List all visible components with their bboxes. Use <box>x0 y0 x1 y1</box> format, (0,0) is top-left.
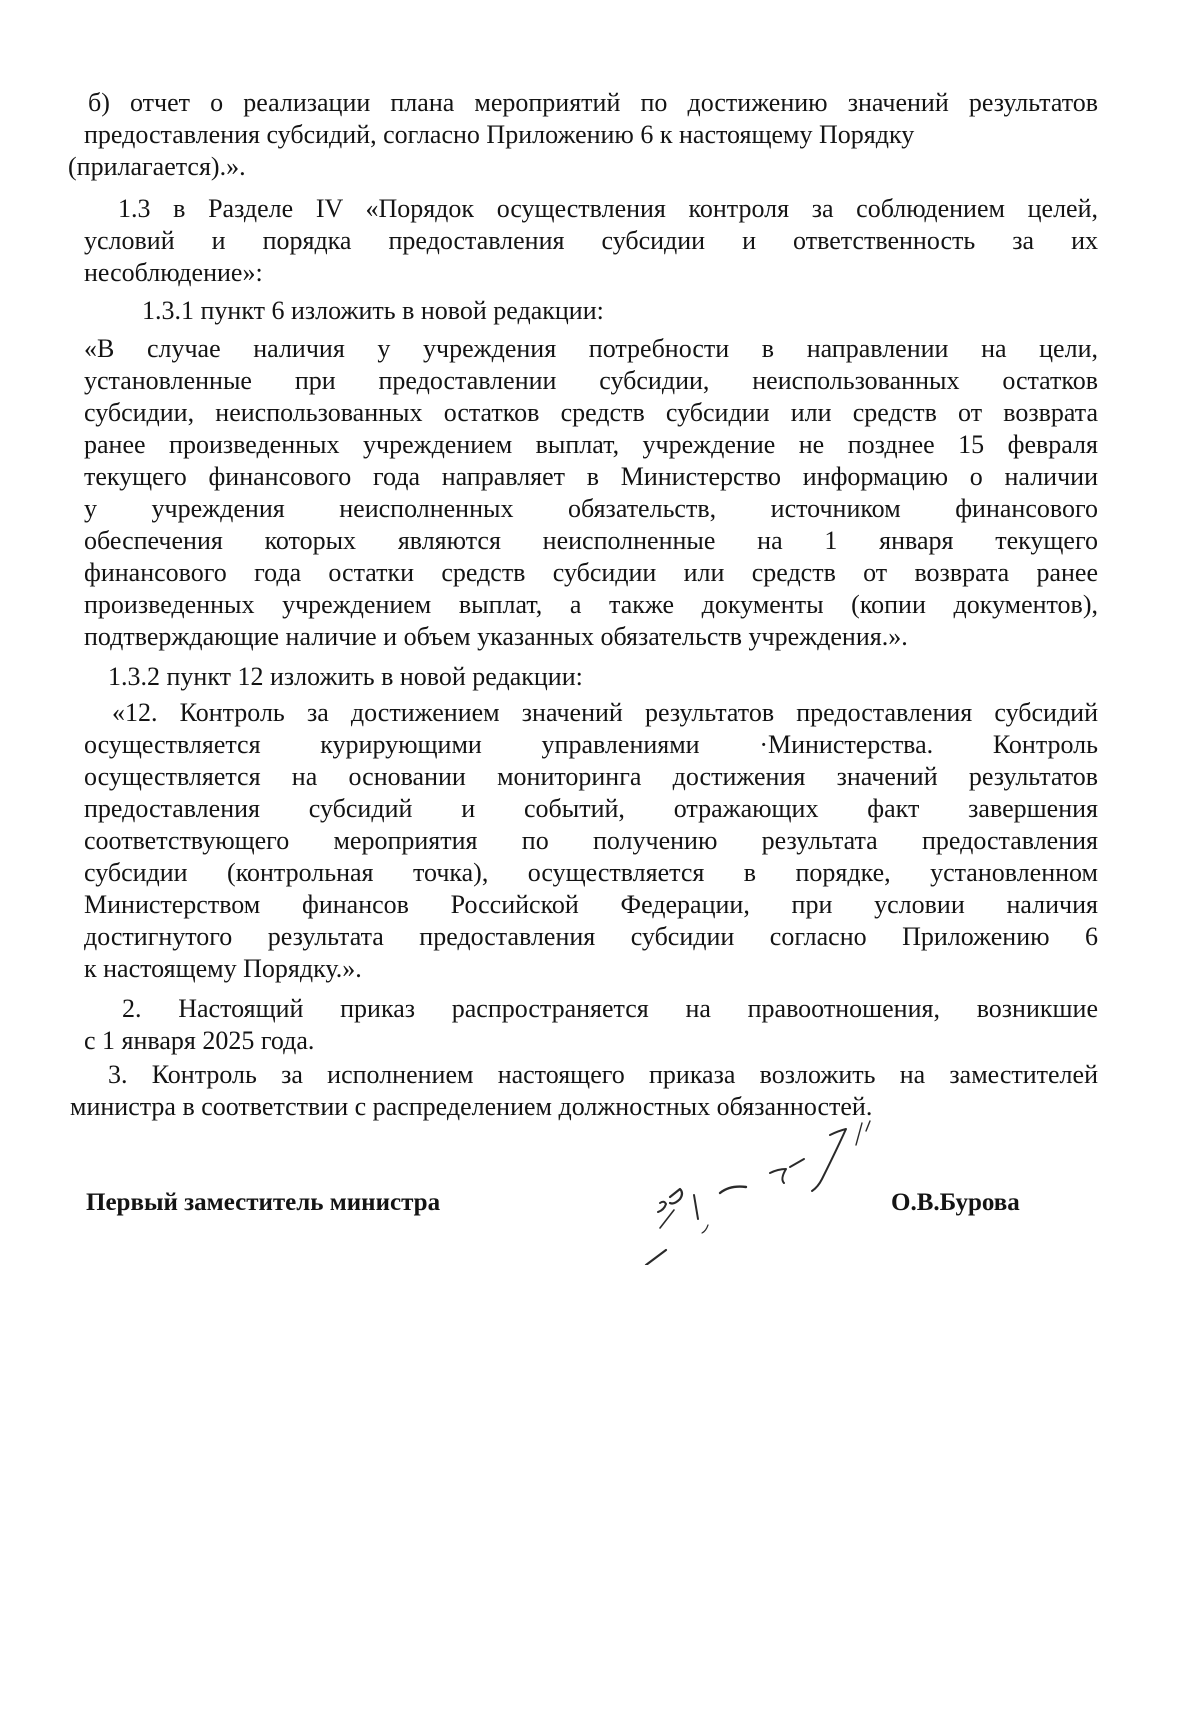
text-line: 1.3.1 пункт 6 изложить в новой редакции: <box>142 296 604 325</box>
signatory-name: О.В.Бурова <box>891 1189 1020 1216</box>
text-line: 1.3.2 пункт 12 изложить в новой редакции: <box>108 662 583 691</box>
text-line: текущего финансового года направляет в Министерство информацию о наличии <box>84 462 1098 491</box>
text-line: «12. Контроль за достижением значений результатов предоставления субсидий <box>112 698 1098 727</box>
text-line: 2. Настоящий приказ распространяется на правоотношения, возникшие <box>122 994 1098 1023</box>
text-line: предоставления субсидий и событий, отражающих факт завершения <box>84 794 1098 823</box>
text-line: министра в соответствии с распределением должностных обязанностей. <box>70 1092 873 1121</box>
text-line: к настоящему Порядку.». <box>84 954 362 983</box>
text-line: 3. Контроль за исполнением настоящего приказа возложить на заместителей <box>108 1060 1098 1089</box>
text-line: осуществляется курирующими управлениями ·Министерства. Контроль <box>84 730 1098 759</box>
text-line: у учреждения неисполненных обязательств, источником финансового <box>84 494 1098 523</box>
text-line: субсидии (контрольная точка), осуществляется в порядке, установленном <box>84 858 1098 887</box>
signatory-title: Первый заместитель министра <box>86 1189 441 1216</box>
text-line: предоставления субсидий, согласно Приложению 6 к настоящему Порядку <box>84 120 915 149</box>
text-line: б) отчет о реализации плана мероприятий по достижению значений результатов <box>88 88 1098 117</box>
text-line: соответствующего мероприятия по получению результата предоставления <box>84 826 1098 855</box>
text-line: финансового года остатки средств субсидии или средств от возврата ранее <box>84 558 1098 587</box>
text-line: достигнутого результата предоставления субсидии согласно Приложению 6 <box>84 922 1098 951</box>
text-line: (прилагается).». <box>68 152 246 181</box>
text-line: 1.3 в Разделе IV «Порядок осуществления контроля за соблюдением целей, <box>118 194 1098 223</box>
text-line: установленные при предоставлении субсидии, неиспользованных остатков <box>84 366 1098 395</box>
text-line: осуществляется на основании мониторинга достижения значений результатов <box>84 762 1098 791</box>
text-line: произведенных учреждением выплат, а также документы (копии документов), <box>84 590 1098 619</box>
text-line: условий и порядка предоставления субсидии и ответственность за их <box>84 226 1098 255</box>
text-line: обеспечения которых являются неисполненные на 1 января текущего <box>84 526 1098 555</box>
text-line: Министерством финансов Российской Федерации, при условии наличия <box>84 890 1098 919</box>
text-line: субсидии, неиспользованных остатков средств субсидии или средств от возврата <box>84 398 1098 427</box>
text-line: несоблюдение»: <box>84 258 263 287</box>
text-line: с 1 января 2025 года. <box>84 1026 315 1055</box>
text-line: подтверждающие наличие и объем указанных обязательств учреждения.». <box>84 622 908 651</box>
handwritten-signature <box>620 1115 890 1265</box>
text-line: «В случае наличия у учреждения потребности в направлении на цели, <box>84 334 1098 363</box>
text-line: ранее произведенных учреждением выплат, учреждение не позднее 15 февраля <box>84 430 1098 459</box>
